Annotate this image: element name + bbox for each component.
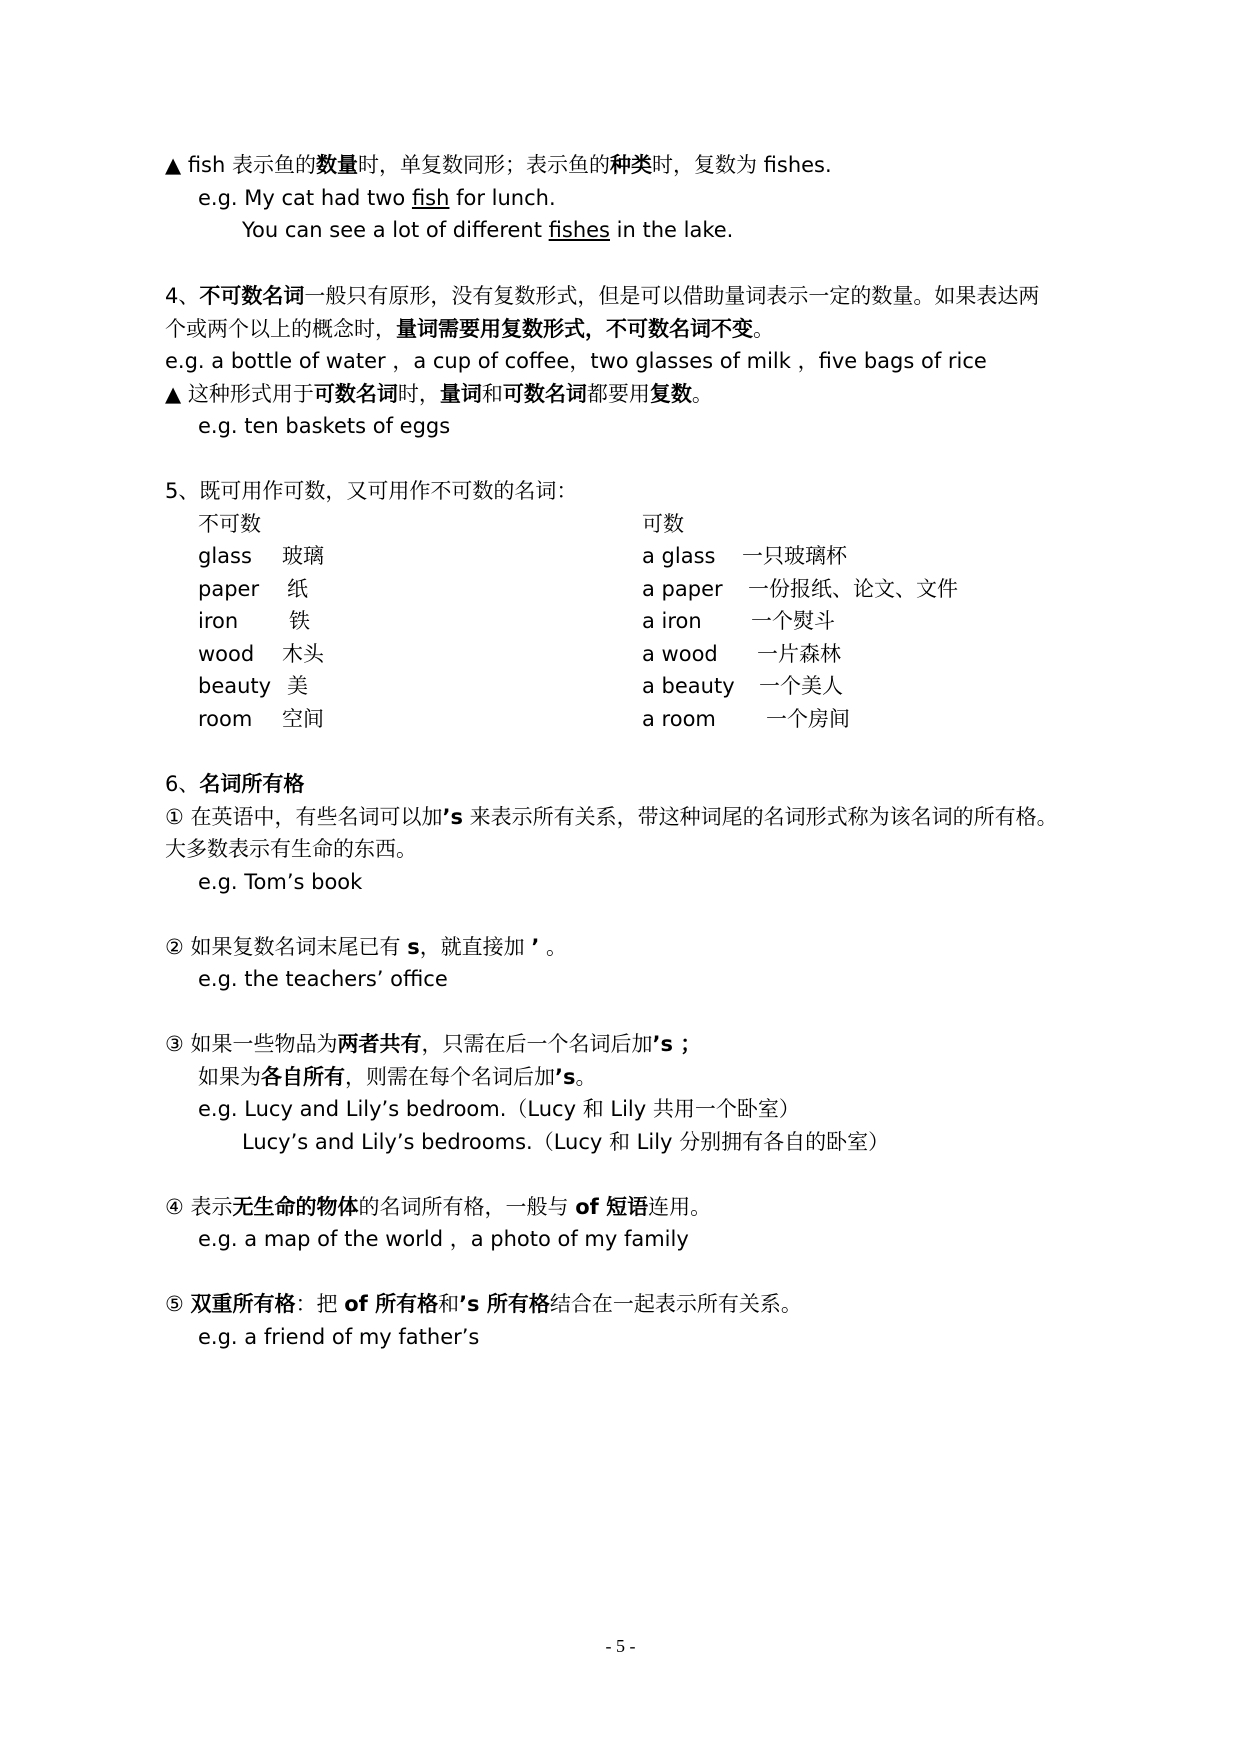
countable-header: 可数 (642, 512, 684, 536)
uncountable-word: glass (198, 544, 252, 568)
point-2-example: e.g. the teachers’ office (198, 967, 448, 991)
countable-meaning: 一个美人 (759, 674, 843, 698)
countable-meaning: 一只玻璃杯 (742, 544, 847, 568)
uncountable-meaning: 空间 (282, 707, 324, 731)
countable-meaning: 一片森林 (757, 642, 841, 666)
fish-example-2: You can see a lot of different fishes in the lake. (242, 218, 734, 242)
point-2: ② 如果复数名词末尾已有 s，就直接加 ’ 。 (165, 935, 568, 959)
point-4: ④ 表示无生命的物体的名词所有格，一般与 of 短语连用。 (165, 1195, 712, 1219)
point-1-continued: 大多数表示有生命的东西。 (165, 837, 417, 861)
point-3-example-2: Lucy’s and Lily’s bedrooms.（Lucy 和 Lily 分别拥有各自的卧室） (242, 1130, 890, 1154)
uncountable-meaning: 玻璃 (282, 544, 324, 568)
section-4-line-2: 个或两个以上的概念时，量词需要用复数形式，不可数名词不变。 (165, 317, 774, 341)
uncountable-meaning: 美 (287, 674, 308, 698)
uncountable-meaning: 铁 (289, 609, 310, 633)
point-1-example: e.g. Tom’s book (198, 870, 363, 894)
section-4-example: e.g. a bottle of water ，a cup of coffee，two glasses of milk ，five bags of rice (165, 349, 987, 373)
uncountable-meaning: 纸 (287, 577, 308, 601)
section-5-title: 5、既可用作可数，又可用作不可数的名词： (165, 479, 578, 503)
countable-word: a room (642, 707, 716, 731)
point-5: ⑤ 双重所有格：把 of 所有格和’s 所有格结合在一起表示所有关系。 (165, 1292, 802, 1316)
uncountable-word: paper (198, 577, 260, 601)
section-4-note: ▲ 这种形式用于可数名词时，量词和可数名词都要用复数。 (165, 382, 713, 406)
section-4-line-1: 4、不可数名词一般只有原形，没有复数形式，但是可以借助量词表示一定的数量。如果表达两 (165, 284, 1040, 308)
point-3-continued: 如果为各自所有，则需在每个名词后加’s。 (198, 1065, 597, 1089)
uncountable-header: 不可数 (198, 512, 261, 536)
countable-meaning: 一个房间 (766, 707, 850, 731)
uncountable-meaning: 木头 (282, 642, 324, 666)
point-4-example: e.g. a map of the world ，a photo of my family (198, 1227, 689, 1251)
countable-word: a glass (642, 544, 716, 568)
uncountable-word: beauty (198, 674, 272, 698)
fish-note: ▲ fish 表示鱼的数量时，单复数同形；表示鱼的种类时，复数为 fishes. (165, 153, 832, 177)
countable-word: a paper (642, 577, 723, 601)
uncountable-word: iron (198, 609, 239, 633)
countable-word: a beauty (642, 674, 735, 698)
countable-meaning: 一个熨斗 (751, 609, 835, 633)
uncountable-word: wood (198, 642, 255, 666)
countable-word: a iron (642, 609, 702, 633)
section-6-title: 6、名词所有格 (165, 772, 305, 796)
point-3: ③ 如果一些物品为两者共有，只需在后一个名词后加’s ； (165, 1032, 702, 1056)
section-4-note-example: e.g. ten baskets of eggs (198, 414, 451, 438)
point-3-example-1: e.g. Lucy and Lily’s bedroom.（Lucy 和 Lily 共用一个卧室） (198, 1097, 800, 1121)
uncountable-word: room (198, 707, 253, 731)
page-number: - 5 - (605, 1636, 636, 1656)
point-1: ① 在英语中，有些名词可以加’s 来表示所有关系，带这种词尾的名词形式称为该名词的所有格。 (165, 805, 1058, 829)
countable-word: a wood (642, 642, 718, 666)
fish-example-1: e.g. My cat had two fish for lunch. (198, 186, 556, 210)
countable-meaning: 一份报纸、论文、文件 (748, 577, 958, 601)
point-5-example: e.g. a friend of my father’s (198, 1325, 480, 1349)
